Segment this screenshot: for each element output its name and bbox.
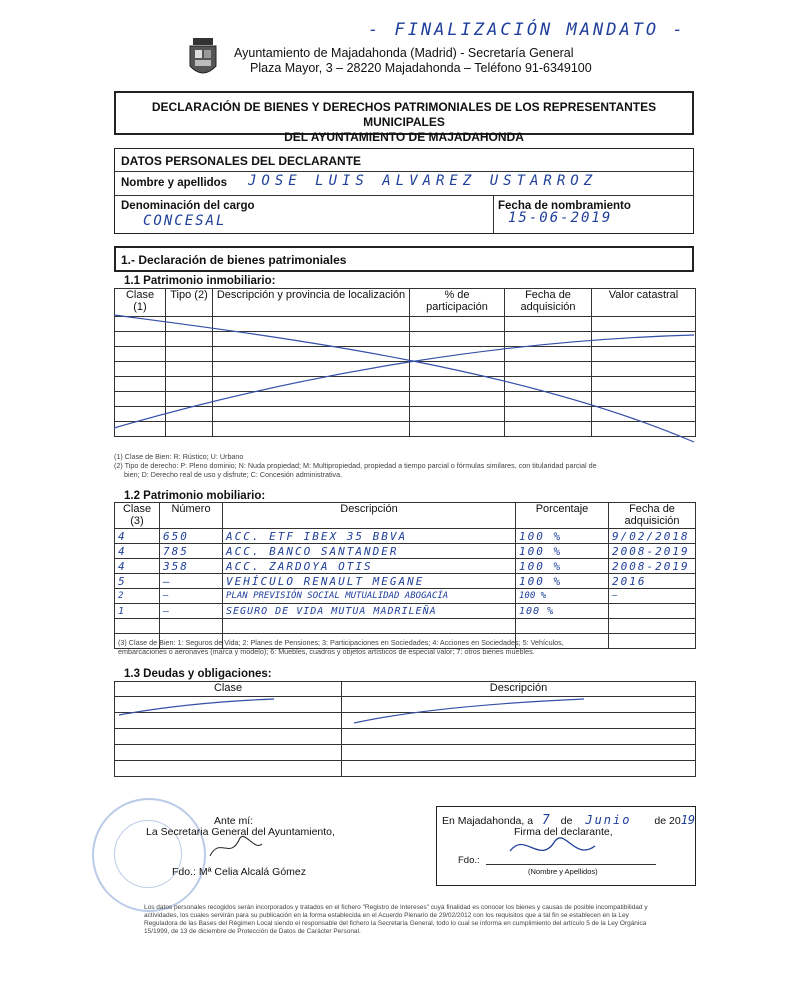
col-numero: Número — [160, 503, 223, 529]
cell-fecha: 2008-2019 — [609, 544, 696, 559]
nombre-caption: (Nombre y Apellidos) — [528, 867, 598, 876]
col-descripcion: Descripción — [342, 682, 696, 697]
col-clase: Clase (3) — [115, 503, 160, 529]
cell-numero: — — [160, 574, 223, 589]
table-row — [115, 529, 696, 544]
title-line-1: DECLARACIÓN DE BIENES Y DERECHOS PATRIMONIALES DE LOS REPRESENTANTES MUNICIPALES — [151, 100, 657, 129]
cargo-label: Denominación del cargo — [121, 200, 255, 212]
col-participacion: % de participación — [410, 289, 505, 317]
cell-clase: 4 — [115, 559, 160, 574]
cell-clase: 2 — [115, 589, 160, 604]
de-label-1: de — [560, 815, 573, 827]
col-clase: Clase — [115, 682, 342, 697]
coat-of-arms-icon — [186, 36, 220, 82]
de-label-2: de 20 — [654, 815, 681, 827]
note-1: (1) Clase de Bien: R: Rústico; U: Urbano — [114, 452, 244, 461]
col-clase: Clase (1) — [115, 289, 166, 317]
strike-lines-deudas — [114, 695, 696, 735]
title-line-2: DEL AYUNTAMIENTO DE MAJADAHONDA — [284, 130, 524, 144]
cargo-value: CONCESAL — [143, 213, 227, 229]
ante-mi: Ante mí: — [214, 815, 254, 827]
title-box — [114, 91, 694, 144]
cell-pct: 100 % — [516, 589, 609, 604]
col-fecha: Fecha de adquisición — [505, 289, 592, 317]
table-row — [115, 559, 696, 574]
cell-pct: 100 % — [516, 604, 609, 619]
secretaria-name: Fdo.: Mª Celia Alcalá Gómez — [172, 866, 307, 878]
cell-numero: 650 — [160, 529, 223, 544]
place-label: En Majadahonda, a — [442, 815, 534, 827]
official-stamp — [92, 798, 206, 912]
cell-pct: 100 % — [516, 529, 609, 544]
cell-numero: 358 — [160, 559, 223, 574]
signature-scribble — [500, 826, 610, 866]
secretaria-label: La Secretaria General del Ayuntamiento, — [146, 826, 335, 838]
cell-numero: — — [160, 589, 223, 604]
day-value: 7 — [542, 813, 552, 828]
col-tipo: Tipo (2) — [166, 289, 213, 317]
deudas-heading: 1.3 Deudas y obligaciones: — [124, 668, 272, 680]
fecha-label: Fecha de nombramiento — [498, 200, 631, 212]
firma-label: Firma del declarante, — [514, 826, 613, 838]
section1-heading: 1.- Declaración de bienes patrimoniales — [121, 253, 347, 267]
col-descripcion: Descripción — [223, 503, 516, 529]
cell-pct: 100 % — [516, 559, 609, 574]
cell-pct: 100 % — [516, 544, 609, 559]
table-row — [115, 574, 696, 589]
name-value: JOSE LUIS ALVAREZ USTARROZ — [248, 173, 598, 189]
note-2: (2) Tipo de derecho: P: Pleno dominio; N: Nuda propiedad; M: Multipropiedad, propiedad a tiempo parcial o fórmulas similares, con titularidad parcial de — [114, 461, 597, 470]
cell-desc: ACC. ZARDOYA OTIS — [223, 559, 516, 574]
name-label: Nombre y apellidos — [121, 177, 228, 189]
mobiliario-table — [114, 502, 696, 649]
header-line-1: Ayuntamiento de Majadahonda (Madrid) - Secretaría General — [234, 46, 574, 60]
cell-desc: ACC. BANCO SANTANDER — [223, 544, 516, 559]
cell-desc: PLAN PREVISIÓN SOCIAL MUTUALIDAD ABOGACÍA — [223, 589, 516, 604]
cell-pct: 100 % — [516, 574, 609, 589]
cell-clase: 4 — [115, 544, 160, 559]
cell-fecha: 2016 — [609, 574, 696, 589]
table-row — [115, 604, 696, 619]
handwritten-annotation: - FINALIZACIÓN MANDATO - — [368, 20, 686, 40]
cell-desc: VEHÍCULO RENAULT MEGANE — [223, 574, 516, 589]
fecha-value: 15-06-2019 — [508, 210, 613, 226]
personal-heading: DATOS PERSONALES DEL DECLARANTE — [121, 154, 362, 168]
cell-numero: — — [160, 604, 223, 619]
table-row — [115, 544, 696, 559]
cell-fecha: 9/02/2018 — [609, 529, 696, 544]
month-value: Junio — [585, 813, 632, 827]
cell-clase: 1 — [115, 604, 160, 619]
strike-lines-inmobiliario — [114, 310, 696, 450]
col-fecha: Fecha de adquisición — [609, 503, 696, 529]
cell-clase: 5 — [115, 574, 160, 589]
cell-desc: ACC. ETF IBEX 35 BBVA — [223, 529, 516, 544]
footer-privacy: Los datos personales recogidos serán incorporados y tratados en el fichero "Registro de Intereses" cuya finalidad es conocer los bienes y causas de posible incompatibilidad y actividades, los cuales servirán para su publicación en la forma establecida en el Acuerdo Plenario de 29/02/2012 con los requisitos que a tal fin se establecen en la Ley Reguladora de las Bases del Régimen Local siendo el responsable del fichero la Secretaría General, todo lo cual se informa en cumplimiento del artículo 5 de la Ley Orgánica 15/1999, de 13 de diciembre de Protección de Datos de Carácter Personal. — [144, 904, 648, 935]
cell-fecha: 2008-2019 — [609, 559, 696, 574]
cell-clase: 4 — [115, 529, 160, 544]
note-3: (3) Clase de Bien: 1: Seguros de Vida; 2: Planes de Pensiones; 3: Participaciones en Sociedades; 4: Acciones en Sociedades; 5: Vehículos, — [118, 638, 564, 647]
inmobiliario-heading: 1.1 Patrimonio inmobiliario: — [124, 275, 276, 287]
col-porcentaje: Porcentaje — [516, 503, 609, 529]
note-2b: bien; D: Derecho real de uso y disfrute; C: Concesión administrativa. — [124, 470, 343, 479]
note-3b: embarcaciones o aeronaves (marca y modelo); 6: Muebles, cuadros y objetos artísticos de especial valor; 7: otros bienes muebles. — [118, 647, 535, 656]
cell-fecha: — — [609, 589, 696, 604]
secretaria-signature — [200, 826, 270, 871]
col-valor: Valor catastral — [592, 289, 696, 317]
cell-fecha — [609, 604, 696, 619]
fdo-label: Fdo.: — [458, 855, 480, 866]
cell-desc: SEGURO DE VIDA MUTUA MADRILEÑA — [223, 604, 516, 619]
cell-numero: 785 — [160, 544, 223, 559]
col-descripcion: Descripción y provincia de localización — [213, 289, 410, 317]
header-line-2: Plaza Mayor, 3 – 28220 Majadahonda – Teléfono 91-6349100 — [250, 61, 592, 75]
year-value: 19 — [680, 813, 696, 827]
table-row — [115, 589, 696, 604]
mobiliario-heading: 1.2 Patrimonio mobiliario: — [124, 490, 266, 502]
